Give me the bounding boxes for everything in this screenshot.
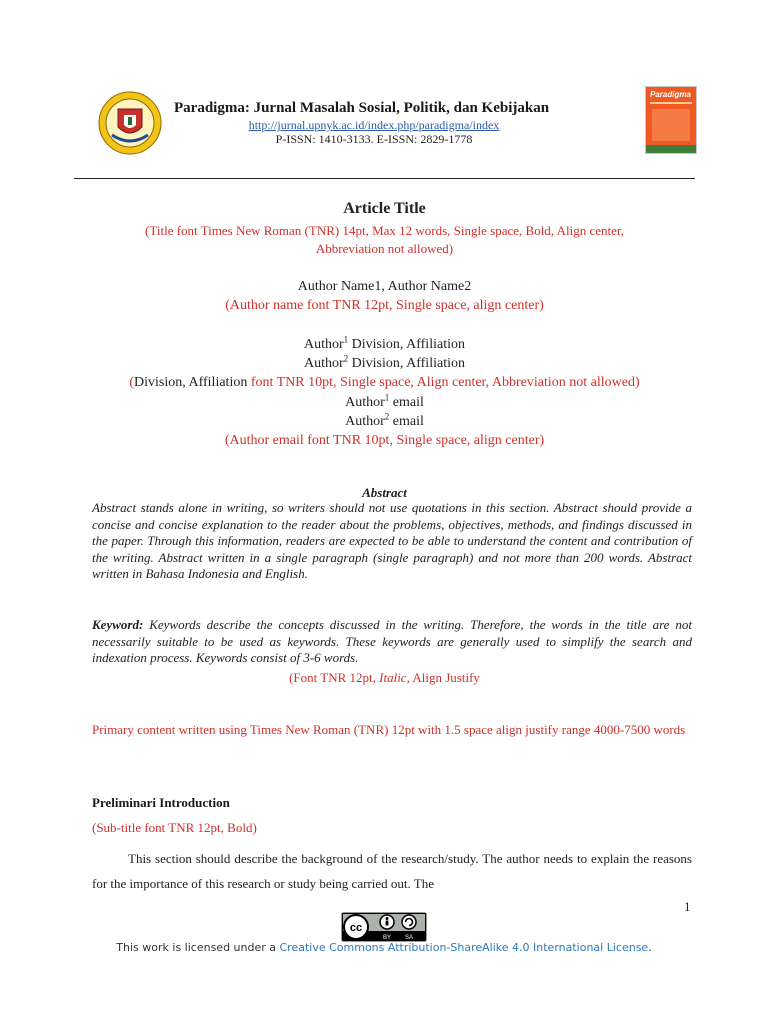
primary-content-note: Primary content written using Times New Roman (TNR) 12pt with 1.5 space align justify range 4000-7500 words [92,722,686,737]
journal-issn: P-ISSN: 1410-3133. E-ISSN: 2829-1778 [275,132,473,146]
license-line: This work is licensed under a Creative Commons Attribution-ShareAlike 4.0 International License. [116,941,652,954]
header-divider [74,178,695,179]
section-heading: Preliminari Introduction [92,795,230,810]
abstract-body: Abstract stands alone in writing, so writers should not use quotations in this section. Abstract should provide a concise and concise explanation to the reader about the problems, objectives, methods, and findings discussed in the paper. Through this information, readers are expected to be able to understand the content and contribution of the writing. Abstract written in a single paragraph (single paragraph) and not more than 200 words. Abstract written in Bahasa Indonesia and English. [92,500,692,582]
subtitle-note: (Sub-title font TNR 12pt, Bold) [92,820,257,835]
affiliation-2: Author$^2$ Division, Affiliation [304,353,465,371]
title-note-line-1: (Title font Times New Roman (TNR) 14pt, Max 12 words, Single space, Bold, Align center, [145,223,624,238]
svg-text:BY: BY [382,935,392,941]
abstract-font-note: (Font TNR 12pt, Italic, Align Justify [289,670,480,685]
university-seal-icon [98,91,162,155]
email-note: (Author email font TNR 10pt, Single space, align center) [224,433,545,448]
keyword-text: Keywords describe the concepts discussed in the writing. Therefore, the words in the title are not necessarily suitable to be used as keywords. These keywords are generally used to simplify the search and indexation process. Keywords consist of 3-6 words. [92,617,692,666]
author-names: Author Name1, Author Name2 [297,279,472,294]
cover-title: Paradigma [650,90,691,99]
body-paragraph: This section should describe the background of the research/study. The author needs to explain the reasons for the importance of this research or study being carried out. The [92,851,692,891]
cc-by-sa-icon[interactable] [341,912,427,942]
affiliation-note: (Division, Affiliation font TNR 10pt, Single space, Align center, Abbreviation not allowed) [129,375,640,390]
keyword-label: Keyword: [92,617,144,632]
title-note-line-2: Abbreviation not allowed) [315,241,454,256]
author-email-1: Author$^1$ email [345,392,424,410]
page-number: 1 [684,899,691,914]
journal-title: Paradigma: Jurnal Masalah Sosial, Politik, dan Kebijakan [174,100,550,116]
journal-cover-thumbnail [645,86,697,154]
svg-text:cc: cc [349,922,363,934]
abstract-heading: Abstract [362,485,407,500]
author-email-2: Author$^2$ email [345,411,424,429]
journal-url-link[interactable]: http://jurnal.upnyk.ac.id/index.php/paradigma/index [248,118,500,132]
license-link[interactable]: Creative Commons Attribution-ShareAlike 4.0 International License [279,941,649,954]
keyword-paragraph [92,617,692,667]
author-note: (Author name font TNR 12pt, Single space, align center) [225,298,544,313]
affiliation-1: Author$^1$ Division, Affiliation [304,334,465,352]
article-title: Article Title [343,200,426,217]
svg-text:SA: SA [404,935,414,941]
